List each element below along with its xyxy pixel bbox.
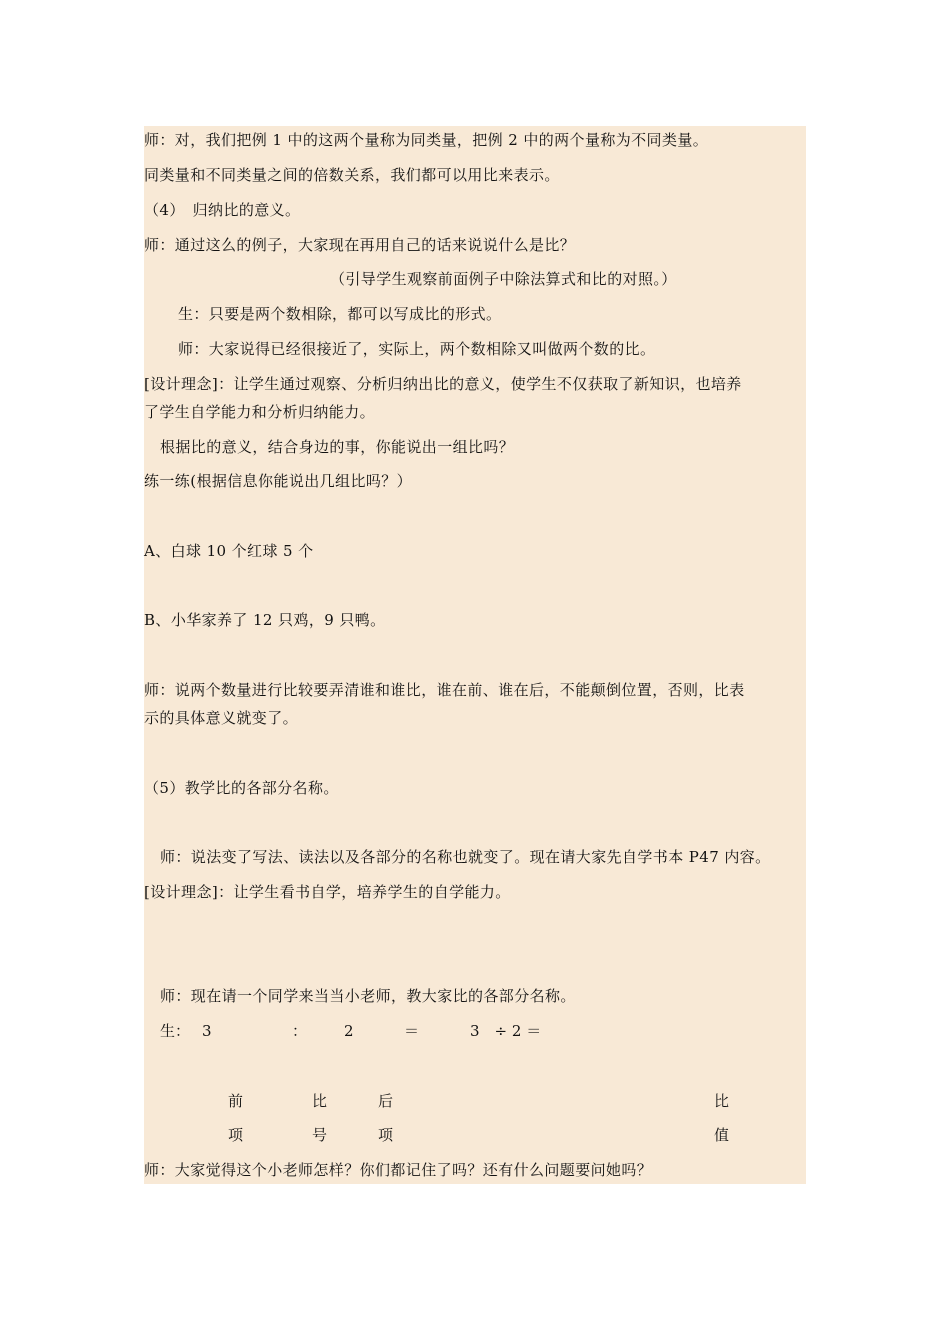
exercise-item-a: A、白球 10 个红球 5 个: [144, 542, 314, 560]
section-heading: （4） 归纳比的意义。: [144, 201, 301, 219]
text-line: 师：说法变了写法、读法以及各部分的名称也就变了。现在请大家先自学书本 P47 内容。: [160, 848, 771, 866]
text-line: 师：通过这么的例子，大家现在再用自己的话来说说什么是比？: [144, 236, 576, 254]
ratio-front-value: 3: [202, 1022, 212, 1040]
equals-sign: ＝: [404, 1022, 420, 1040]
text-line: 示的具体意义就变了。: [144, 709, 299, 727]
term-value-char2: 值: [714, 1126, 730, 1144]
student-label: 生：: [160, 1022, 191, 1040]
design-note: [设计理念]：让学生通过观察、分析归纳出比的意义，使学生不仅获取了新知识，也培养: [144, 375, 742, 393]
text-line: 师：说两个数量进行比较要弄清谁和谁比，谁在前、谁在后，不能颠倒位置，否则，比表: [144, 681, 745, 699]
text-line: 师：大家觉得这个小老师怎样？你们都记住了吗？还有什么问题要问她吗？: [144, 1161, 653, 1179]
section-heading: （5）教学比的各部分名称。: [144, 779, 339, 797]
exercise-item-b: B、小华家养了 12 只鸡，9 只鸭。: [144, 611, 386, 629]
text-line: （引导学生观察前面例子中除法算式和比的对照。）: [330, 270, 677, 288]
text-line: 师：现在请一个同学来当当小老师，教大家比的各部分名称。: [160, 987, 576, 1005]
term-back-char1: 后: [378, 1092, 394, 1110]
text-line: 师：对，我们把例 1 中的这两个量称为同类量，把例 2 中的两个量称为不同类量。: [144, 131, 709, 149]
ratio-back-value: 2: [344, 1022, 354, 1040]
text-line: 师：大家说得已经很接近了，实际上，两个数相除又叫做两个数的比。: [178, 340, 656, 358]
term-sign-char2: 号: [312, 1126, 328, 1144]
term-sign-char1: 比: [312, 1092, 328, 1110]
term-front-char2: 项: [228, 1126, 244, 1144]
design-note-cont: 了学生自学能力和分析归纳能力。: [144, 403, 376, 421]
design-note: [设计理念]：让学生看书自学，培养学生的自学能力。: [144, 883, 511, 901]
division-expression: 3 ÷ 2 ＝: [470, 1022, 542, 1040]
term-front-char1: 前: [228, 1092, 244, 1110]
text-line: 同类量和不同类量之间的倍数关系，我们都可以用比来表示。: [144, 166, 560, 184]
text-line: 生：只要是两个数相除，都可以写成比的形式。: [178, 305, 502, 323]
text-line: 根据比的意义，结合身边的事，你能说出一组比吗？: [160, 438, 515, 456]
term-back-char2: 项: [378, 1126, 394, 1144]
ratio-colon: ：: [292, 1022, 308, 1040]
exercise-heading: 练一练(根据信息你能说出几组比吗？）: [144, 472, 413, 490]
term-value-char1: 比: [714, 1092, 730, 1110]
